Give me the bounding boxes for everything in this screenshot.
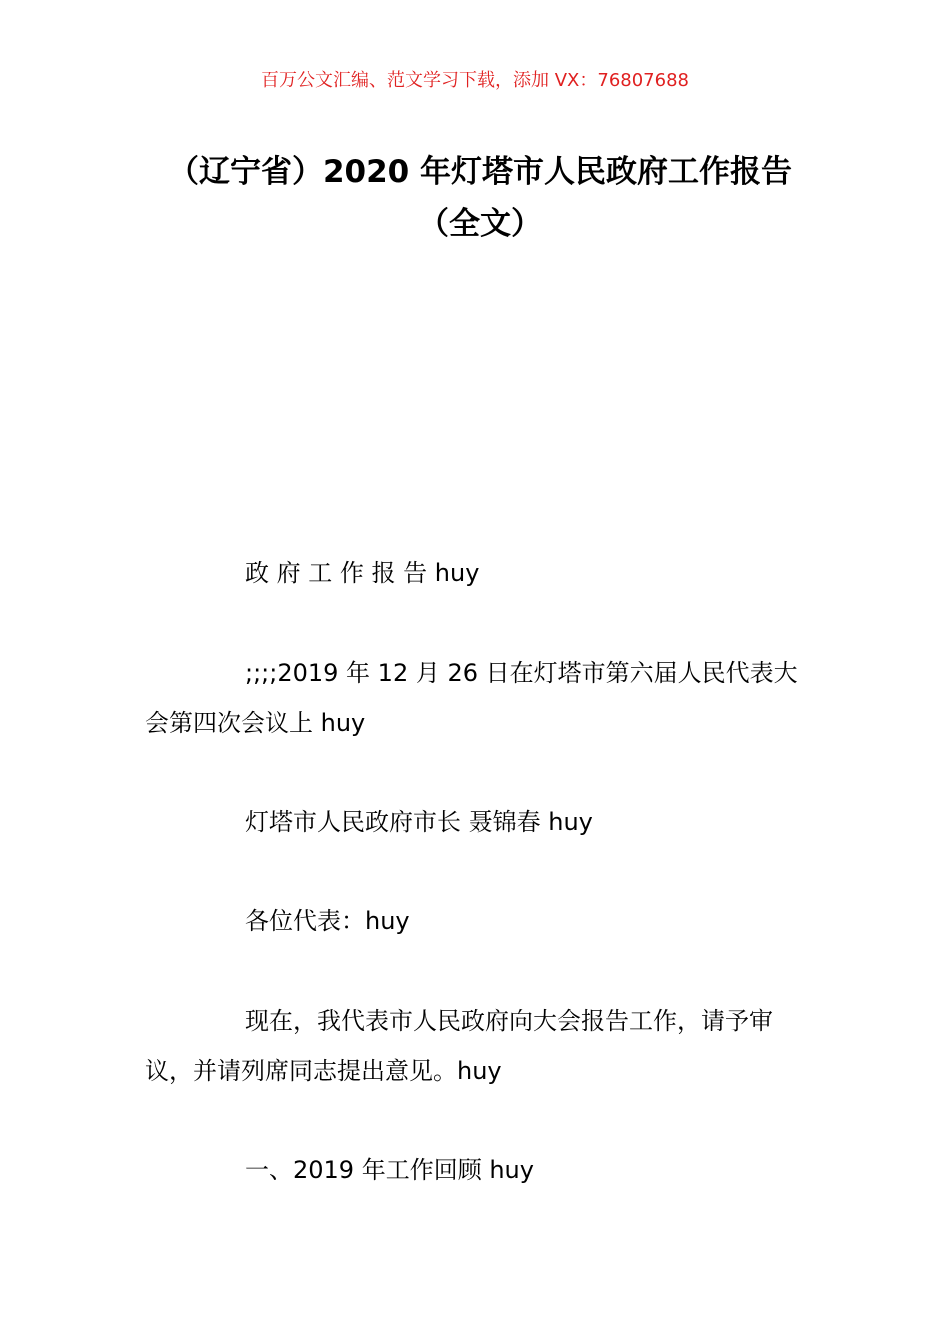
header-watermark-note: 百万公文汇编、范文学习下载，添加 VX：76807688	[261, 70, 689, 91]
section-heading-review: 一、2019 年工作回顾 huy	[245, 1156, 534, 1184]
report-heading-line: 政 府 工 作 报 告 huy	[245, 559, 480, 587]
salutation-line: 各位代表：huy	[245, 907, 410, 935]
speaker-line: 灯塔市人民政府市长 聂锦春 huy	[245, 808, 593, 836]
meeting-date-line: ;;;;2019 年 12 月 26 日在灯塔市第六届人民代表大会第四次会议上 huy	[145, 659, 798, 737]
document-title: （辽宁省）2020 年灯塔市人民政府工作报告（全文）	[167, 154, 793, 242]
intro-paragraph: 现在，我代表市人民政府向大会报告工作，请予审议，并请列席同志提出意见。huy	[145, 1007, 773, 1085]
